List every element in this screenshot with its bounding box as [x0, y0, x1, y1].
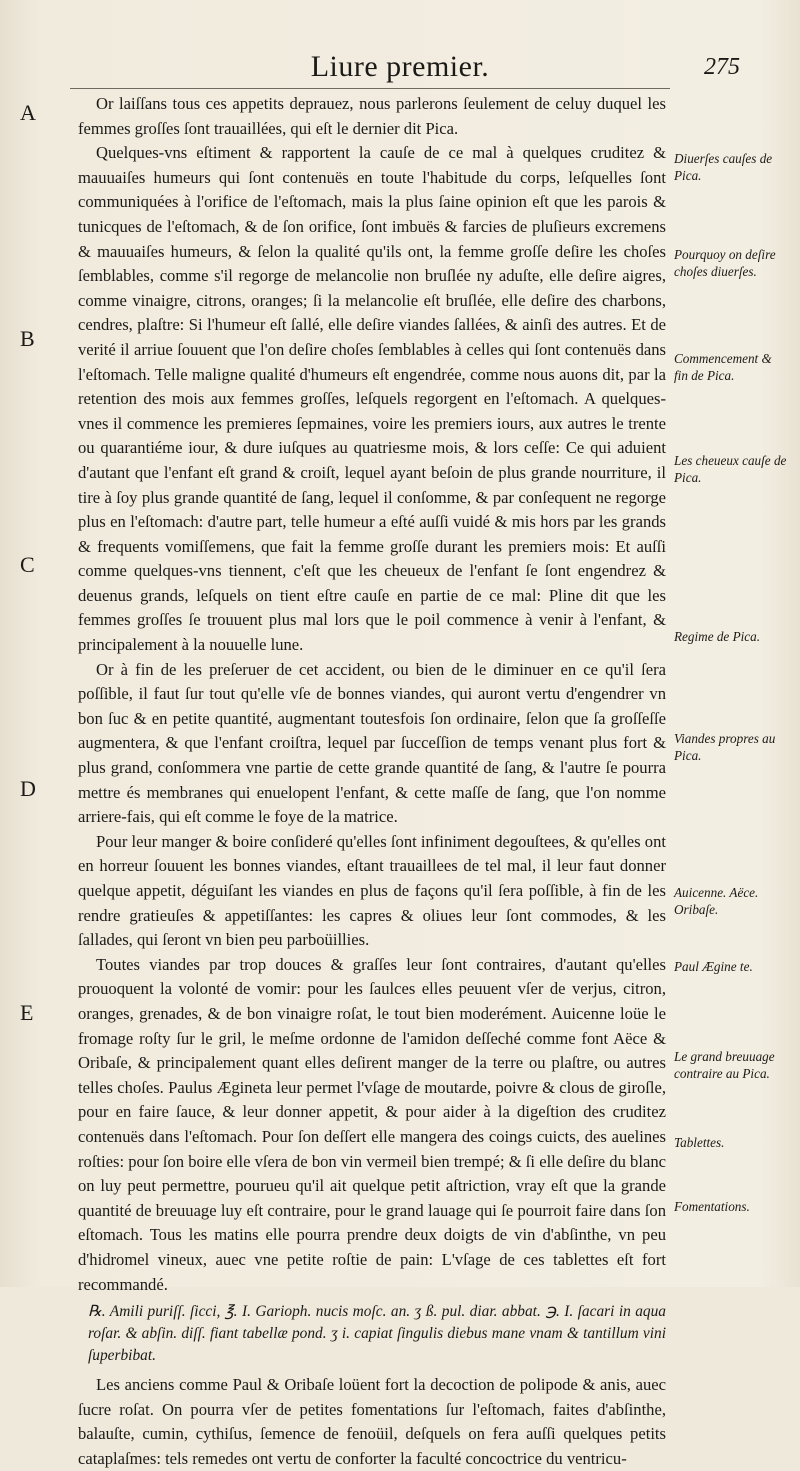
section-letter-c: C [20, 552, 35, 577]
section-letter-d: D [20, 776, 36, 801]
section-letter-e: E [20, 1000, 34, 1025]
marginal-note-tablets: Tablettes. [674, 1135, 725, 1150]
recipe-tablets: ℞. Amili puriſſ. ſicci, ℥. I. Garioph. nucis moſc. an. ʒ ß. pul. diar. abbat. ℈. I. ſacari in aqua roſar. & abſin. diſſ. fiant tabellæ pond. ʒ i. capiat ſingulis diebus mane vnam & tantillum vini ſuperbibat. [88, 1303, 666, 1365]
marginal-note-fomentations: Fomentations. [674, 1199, 750, 1214]
page-header [60, 44, 740, 84]
paragraph-causes: Quelques-vns eſtiment & rapportent la cauſe de ce mal à quelques cruditez & mauuaiſes humeurs qui ſont contenuës en toute l'habitude du corps, leſquelles ſont communiquées à l'orifice de l'eſtomach, mais la plus ſaine opinion eſt que les parois & tunicques de l'eſtomach, & de ſon orifice, ſont imbuës & farcies de pluſieurs excremens & mauuaiſes humeurs, & ſelon la qualité qu'ils ont, la femme groſſe deſire les choſes ſemblables, comme s'il regorge de melancolie non bruſlée ny aduſte, elle deſire aigres, comme vinaigre, citrons, oranges; ſi la melancolie eſt bruſlée, elle deſire des charbons, cendres, plaſtre: Si l'humeur eſt ſallé, elle deſire viandes ſallées, & ainſi des autres. Et de verité il arriue ſouuent que l'on deſire choſes ſemblables à celles qui ſont contenuës dans l'eſtomach. Telle maligne qualité d'humeurs eſt engendrée, comme nous auons dit, par la retention des mois aux femmes groſſes, leſquels regorgent en l'eſtomach. A quelques-vnes il commence les premieres ſepmaines, voire les premiers iours, aux autres le trente ou quarantiéme iour, & dure iuſques au quatriesme mois, & lors ceſſe: Ce qui aduient d'autant que l'enfant eſt grand & croiſt, lequel ayant beſoin de plus grande nourriture, il tire à ſoy plus grande quantité de ſang, lequel il conſomme, & par conſequent ne regorge plus en l'eſtomach: d'autre part, telle humeur a eſté auſſi vuidé & mis hors par les grands & frequents vomiſſemens, que fait la femme groſſe durant les premiers mois: Et auſſi comme quelques-vns tiennent, c'eſt que les cheueux de l'enfant ſe ſont engendrez & deuenus grands, leſquels on tient eſtre cauſe en partie de ce mal: Pline dit que les femmes groſſes ſe trouuent plus mal lors que le poil commence à venir à l'enfant, & principalement à la nouuelle lune. [78, 143, 666, 655]
paragraph-prevention: Or à fin de les preſeruer de cet accident, ou bien de le diminuer en ce qu'il ſera poſſible, il faut ſur tout qu'elle vſe de bonnes viandes, qui auront vertu d'engendrer vn bon ſuc & en petite quantité, augmentant toutesfois ſon ordinaire, ſelon que ſa groſſeſſe augmentera, & que l'enfant croiſtra, lequel par ſucceſſion de temps venant plus fort & plus grand, conſommera vne partie de cette grande quantité de ſang, & l'autre ſe pourra mettre és membranes qui enuelopent l'enfant, & cette maſſe de ſang, que l'on nomme arriere-fais, qui eſt comme le foye de la matrice. [78, 659, 666, 827]
marginal-note-paul: Paul Ægine te. [674, 959, 753, 974]
paragraph-pica-intro: Or laiſſans tous ces appetits deprauez, nous parlerons ſeulement de celuy duquel les femmes groſſes ſont trauaillées, qui eſt le dernier dit Pica. [78, 94, 666, 138]
section-letter-b: B [20, 326, 35, 351]
marginal-note-onset: Commencement & fin de Pica. [674, 351, 772, 383]
page-number: 275 [704, 54, 740, 80]
marginal-note-causes: Diuerſes cauſes de Pica. [674, 151, 773, 183]
main-text-column [78, 92, 666, 1471]
marginal-note-hair: Les cheueux cauſe de Pica. [674, 453, 787, 485]
paragraph-fomentations: Les anciens comme Paul & Oribaſe loüent fort la decoction de polipode & anis, auec ſucre roſat. On pourra vſer de petites fomentations ſur l'eſtomach, faites d'abſinthe, balauſte, cumin, cythiſus, ſemence de fenoüil, deſquels on fera auſſi quelques petits cataplaſmes: tels remedes ont vertu de conforter la faculté concoctrice du ventricu- [78, 1375, 666, 1468]
marginal-note-foods: Viandes propres au Pica. [674, 731, 776, 763]
marginal-note-regimen: Regime de Pica. [674, 629, 761, 644]
marginal-note-authors: Auicenne. Aëce. Oribaſe. [674, 885, 759, 917]
paragraph-appetite: Pour leur manger & boire conſideré qu'elles ſont infiniment degouſtees, & qu'elles ont en horreur ſouuent les bonnes viandes, eſtant trauaillees de tel mal, il leur faut donner quelque appetit, déguiſant les viandes en plus de façons qu'il ſera poſſible, à fin de les rendre gratieuſes & appetiſſantes: les capres & oliues leur ſont commodes, & les ſallades, qui ſeront vn bien peu parboüillies. [78, 831, 666, 950]
paragraph-diet: Toutes viandes par trop douces & graſſes leur ſont contraires, d'autant qu'elles prouoquent la volonté de vomir: pour les ſaulces elles peuuent vſer de verjus, citron, oranges, grenades, & de bon vinaigre roſat, le tout bien moderément. Auicenne loüe le fromage roſty ſur le gril, le meſme ordonne de l'amidon deſſeché comme font Aëce & Oribaſe, & principalement quant elles deſirent manger de la terre ou plaſtre, ou autres telles choſes. Paulus Ægineta leur permet l'vſage de moutarde, poivre & clous de giroſle, pour en faire ſauce, & leur donner appetit, & pour aider à la digeſtion des cruditez contenuës dans l'eſtomach. Pour ſon deſſert elle mangera des coings cuicts, des auelines roſties: pour ſon boire elle vſera de bon vin vermeil bien trempé; & ſi elle deſire du blanc on luy peut permettre, pourueu qu'il ait quelque petit aſtriction, vray eſt que la grande quantité de breuuage luy eſt contraire, pour le grand lauage qui ſe pourroit faire dans ſon eſtomach. Tous les matins elle pourra prendre deux doigts de vin d'abſinthe, vn peu d'hidromel vineux, auec vne petite roſtie de pain: L'vſage de ces tablettes eſt fort recommandé. [78, 954, 666, 1294]
running-title: Liure premier. [310, 50, 490, 83]
header-rule [70, 88, 670, 89]
marginal-note-desires: Pourquoy on deſire choſes diuerſes. [674, 247, 776, 279]
marginal-note-drink: Le grand breuuage contraire au Pica. [674, 1049, 775, 1081]
section-letter-a: A [20, 100, 36, 125]
